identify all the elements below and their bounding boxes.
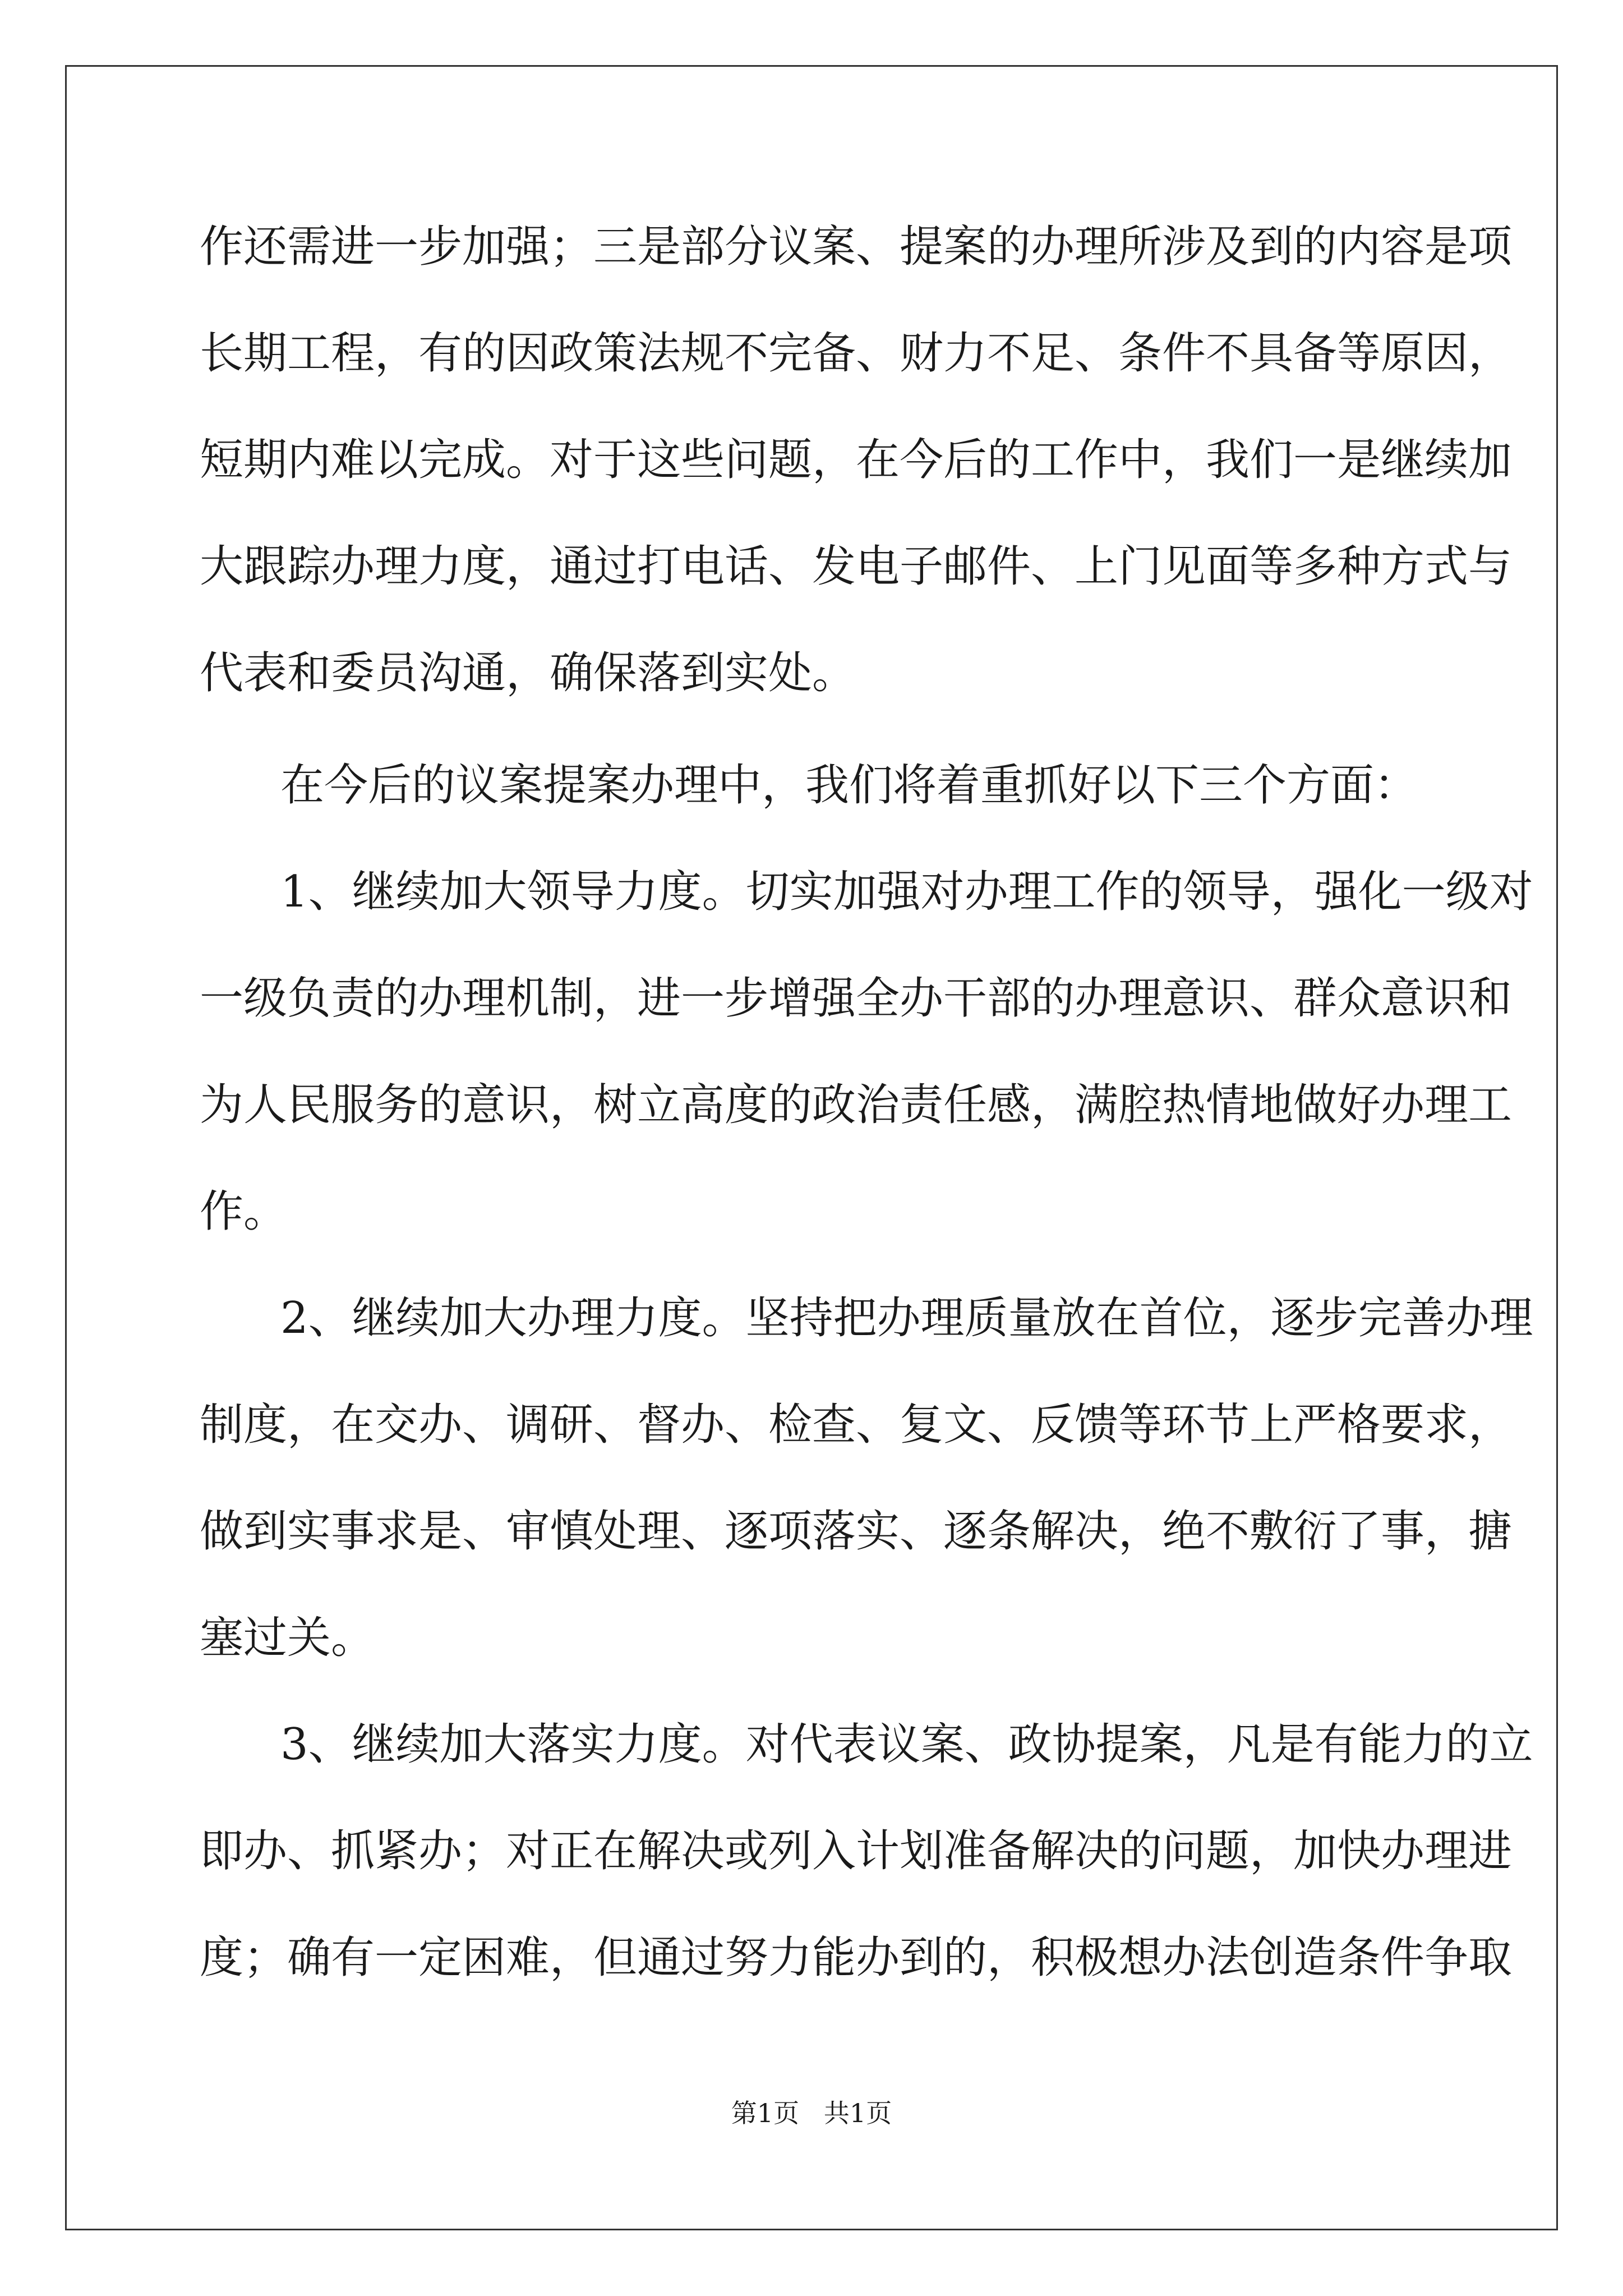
text-line: 作还需进一步加强；三是部分议案、提案的办理所涉及到的内容是项 bbox=[200, 222, 1513, 272]
text-line: 大跟踪办理力度，通过打电话、发电子邮件、上门见面等多种方式与 bbox=[200, 541, 1513, 592]
text-line: 短期内难以完成。对于这些问题，在今后的工作中，我们一是继续加 bbox=[200, 435, 1513, 485]
text-line: 一级负责的办理机制，进一步增强全办干部的办理意识、群众意识和 bbox=[200, 973, 1513, 1024]
text-line: 即办、抓紧办；对正在解决或列入计划准备解决的问题，加快办理进 bbox=[200, 1826, 1513, 1876]
page-number-footer: 第1页 共1页 bbox=[731, 2098, 892, 2128]
item-2-line: 2、继续加大办理力度。坚持把办理质量放在首位，逐步完善办理 bbox=[280, 1293, 1533, 1343]
text-line: 长期工程，有的因政策法规不完备、财力不足、条件不具备等原因， bbox=[200, 328, 1513, 379]
item-1-line: 1、继续加大领导力度。切实加强对办理工作的领导，强化一级对 bbox=[280, 867, 1533, 917]
text-line: 做到实事求是、审慎处理、逐项落实、逐条解决，绝不敷衍了事，搪 bbox=[200, 1506, 1513, 1557]
text-line: 塞过关。 bbox=[200, 1613, 375, 1663]
text-line: 度；确有一定困难，但通过努力能办到的，积极想办法创造条件争取 bbox=[200, 1932, 1513, 1983]
text-line: 代表和委员沟通，确保落到实处。 bbox=[200, 648, 856, 698]
text-line: 作。 bbox=[200, 1186, 288, 1237]
page-border bbox=[65, 65, 1558, 2230]
paragraph-intro: 在今后的议案提案办理中，我们将着重抓好以下三个方面： bbox=[280, 760, 1418, 811]
text-line: 制度，在交办、调研、督办、检查、复文、反馈等环节上严格要求， bbox=[200, 1400, 1513, 1450]
text-line: 为人民服务的意识，树立高度的政治责任感，满腔热情地做好办理工 bbox=[200, 1080, 1513, 1130]
item-3-line: 3、继续加大落实力度。对代表议案、政协提案，凡是有能力的立 bbox=[280, 1719, 1533, 1770]
